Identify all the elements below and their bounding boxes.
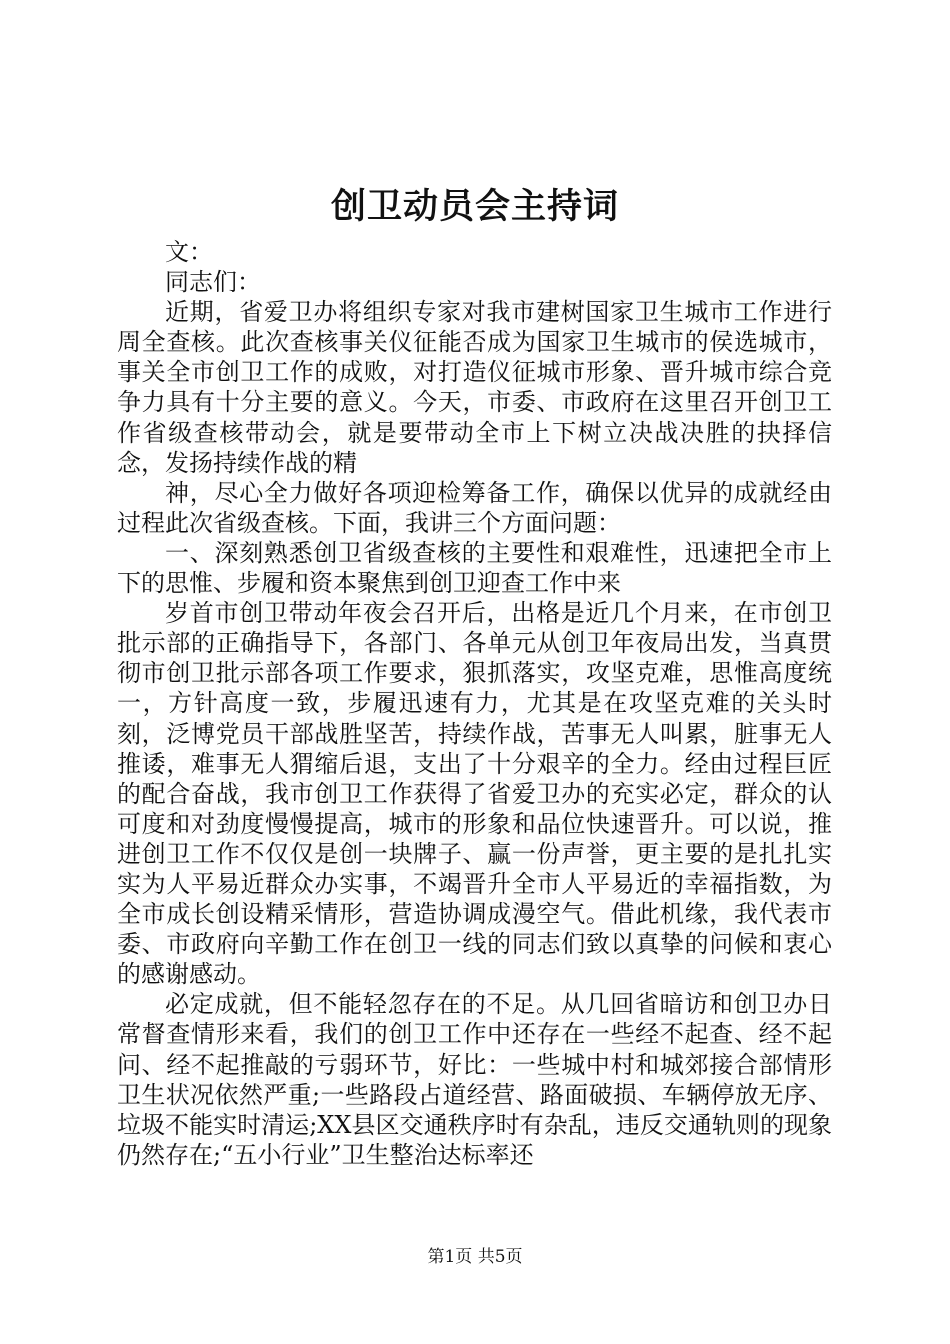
salutation-line: 文：	[165, 238, 213, 266]
body-paragraph: 近期，省爱卫办将组织专家对我市建树国家卫生城市工作进行周全查核。此次查核事关仪征能否成为国家卫生城市的侯选城市，事关全市创卫工作的成败，对打造仪征城市形象、晋升城市综合竞争力具有十分主要的意义。今天，市委、市政府在这里召开创卫工作省级查核带动会，就是要带动全市上下树立决战决胜的抉择信念，发扬持续作战的精	[117, 298, 832, 477]
document-body	[117, 237, 832, 1170]
section-heading: 一、深刻熟悉创卫省级查核的主要性和艰难性，迅速把全市上下的思惟、步履和资本聚焦到创卫迎查工作中来	[117, 538, 832, 598]
body-paragraph: 岁首市创卫带动年夜会召开后，出格是近几个月来，在市创卫批示部的正确指导下，各部门、各单元从创卫年夜局出发，当真贯彻市创卫批示部各项工作要求，狠抓落实，攻坚克难，思惟高度统一，方针高度一致，步履迅速有力，尤其是在攻坚克难的关头时刻，泛博党员干部战胜坚苦，持续作战，苦事无人叫累，脏事无人推诿，难事无人猬缩后退，支出了十分艰辛的全力。经由过程巨匠的配合奋战，我市创卫工作获得了省爱卫办的充实必定，群众的认可度和对劲度慢慢提高，城市的形象和品位快速晋升。可以说，推进创卫工作不仅仅是创一块牌子、赢一份声誉，更主要的是扎扎实实为人平易近群众办实事，不竭晋升全市人平易近的幸福指数，为全市成长创设精采情形，营造协调成漫空气。借此机缘，我代表市委、市政府向辛勤工作在创卫一线的同志们致以真挚的问候和衷心的感谢感动。	[117, 599, 832, 989]
body-paragraph: 神，尽心全力做好各项迎检筹备工作，确保以优异的成就经由过程此次省级查核。下面，我讲三个方面问题：	[117, 478, 832, 537]
greeting-line: 同志们：	[165, 268, 261, 297]
body-paragraph: 必定成就，但不能轻忽存在的不足。从几回省暗访和创卫办日常督查情形来看，我们的创卫工作中还存在一些经不起查、经不起问、经不起推敲的亏弱环节，好比：一些城中村和城郊接合部情形卫生状况依然严重;一些路段占道经营、路面破损、车辆停放无序、垃圾不能实时清运;XX县区交通秩序时有杂乱，违反交通轨则的现象仍然存在;“五小行业”卫生整治达标率还	[117, 990, 832, 1169]
document-title: 创卫动员会主持词	[330, 186, 619, 227]
page-number-footer: 第1页 共5页	[427, 1247, 523, 1267]
